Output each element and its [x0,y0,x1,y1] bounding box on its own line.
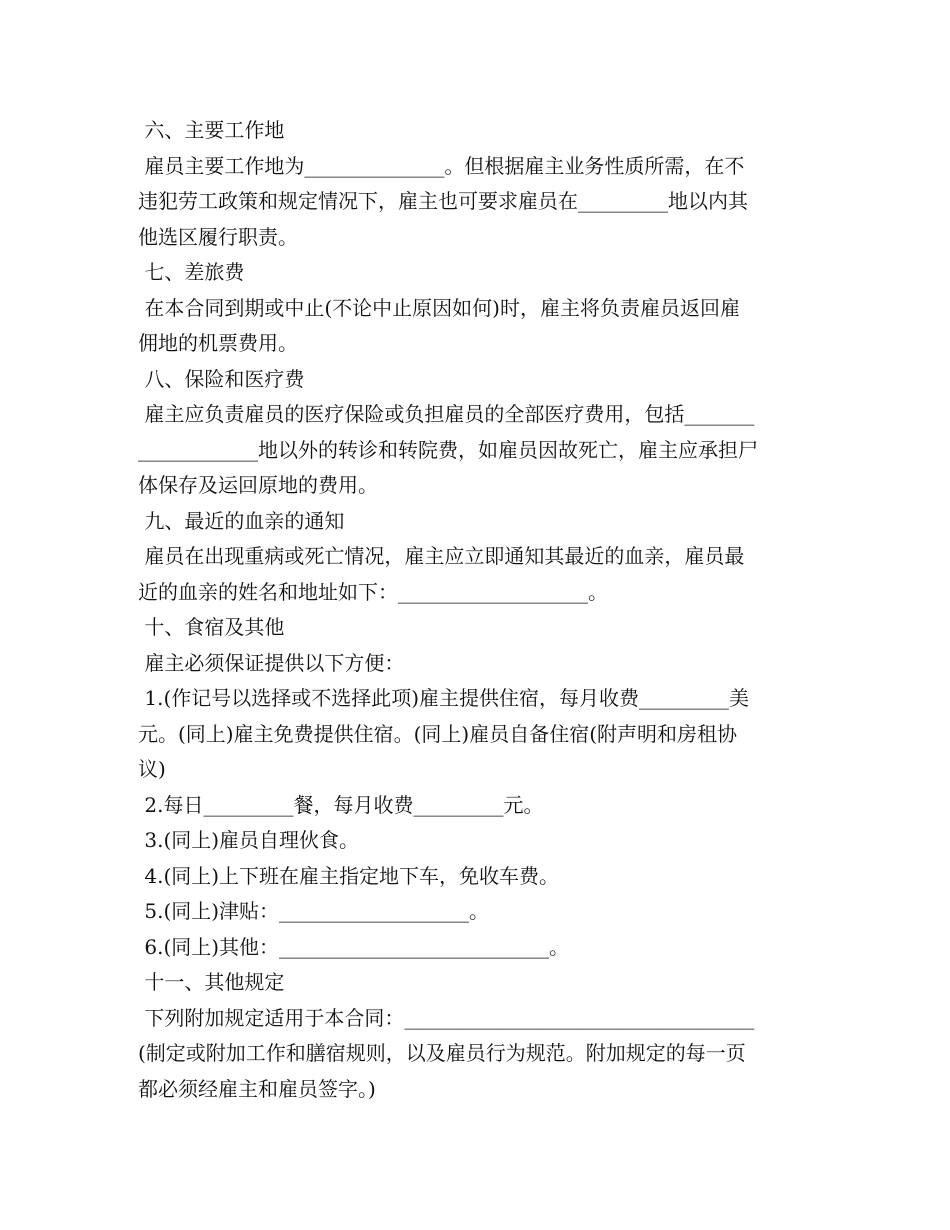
list-item: 5.(同上)津贴：___________________。 [138,899,490,923]
section-heading-travel-expenses: 七、差旅费 [138,260,245,284]
document-body [138,113,818,1107]
section-heading-next-of-kin: 九、最近的血亲的通知 [138,508,345,533]
paragraph-line: 雇员主要工作地为______________。但根据雇主业务性质所需，在不 [138,153,745,178]
section-heading-other-provisions: 十一、其他规定 [138,970,285,994]
section-heading-work-location: 六、主要工作地 [138,118,285,142]
list-item: 6.(同上)其他：___________________________。 [138,934,570,959]
paragraph-line: (制定或附加工作和膳宿规则，以及雇员行为规范。附加规定的每一页 [138,1041,746,1065]
paragraph-line: 在本合同到期或中止(不论中止原因如何)时，雇主将负责雇员返回雇 [138,295,740,320]
paragraph-line: 佣地的机票费用。 [138,331,298,355]
paragraph-line: ____________地以外的转诊和转院费，如雇员因故死亡，雇主应承担尸 [138,437,758,462]
list-item: 1.(作记号以选择或不选择此项)雇主提供住宿，每月收费_________美 [138,686,750,710]
list-item: 2.每日_________餐，每月收费_________元。 [138,792,544,817]
paragraph-line: 下列附加规定适用于本合同：___________________________________ [138,1005,755,1030]
section-heading-insurance-medical: 八、保险和医疗费 [138,366,305,391]
list-item: 4.(同上)上下班在雇主指定地下车，免收车费。 [138,863,560,888]
paragraph-line: 近的血亲的姓名和地址如下：___________________。 [138,579,608,604]
paragraph-line: 雇主必须保证提供以下方便： [138,650,405,675]
list-item: 3.(同上)雇员自理伙食。 [138,828,360,852]
paragraph-line: 元。(同上)雇主免费提供住宿。(同上)雇员自备住宿(附声明和房租协 [138,721,738,746]
paragraph-line: 雇员在出现重病或死亡情况，雇主应立即通知其最近的血亲，雇员最 [138,544,745,568]
paragraph-line: 违犯劳工政策和规定情况下，雇主也可要求雇员在_________地以内其 [138,189,748,213]
paragraph-line: 都必须经雇主和雇员签字。) [138,1076,376,1101]
section-heading-board-lodging: 十、食宿及其他 [138,615,285,639]
paragraph-line: 他选区履行职责。 [138,224,298,249]
paragraph-line: 议) [138,757,166,781]
paragraph-line: 体保存及运回原地的费用。 [138,473,378,497]
paragraph-line: 雇主应负责雇员的医疗保险或负担雇员的全部医疗费用，包括_______ [138,402,755,426]
